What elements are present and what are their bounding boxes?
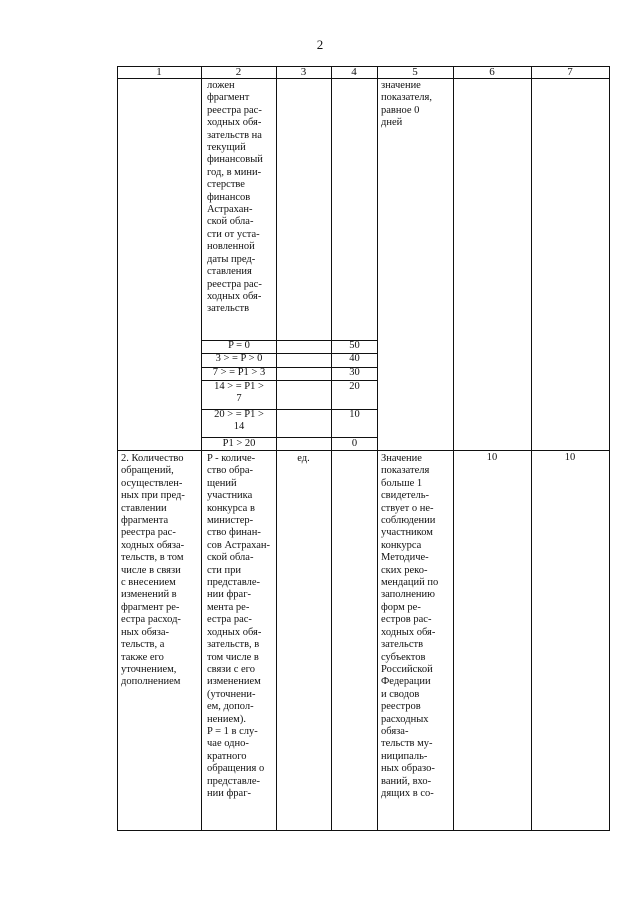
- row2-col6-value: 10: [486, 452, 498, 463]
- row2-col7-value: 10: [564, 452, 576, 463]
- score-row: 3 > = P > 0 40: [215, 353, 360, 364]
- header-col-3: 3: [300, 66, 307, 78]
- score-row: 20 > = P1 > 14 10: [214, 409, 360, 433]
- header-col-4: 4: [351, 66, 357, 78]
- row2-indicator-name: 2. Количество обращений, осуществлен- ных при пред- ставлении фрагмента реестра рас- ходных обяза- тельств, в том числе в связи с внесением изменений в фрагмент ре- естра расход- ных обяза- тельств, а также его уточнением, дополнением: [121, 453, 185, 688]
- score-row: P = 0 50: [228, 340, 360, 351]
- header-col-7: 7: [567, 66, 573, 78]
- row2-threshold-note: Значение показателя больше 1 свидетель- ствует о не- соблюдении участником конкурса Методиче- ских реко- мендаций по заполнению форм ре- естров рас- ходных обя- зательств субъектов Российской Федерации и сводов реестров расходных обяза- тельств му- ниципаль- ных образо- ваний, вхо- дящих в со-: [381, 453, 439, 799]
- header-col-6: 6: [489, 66, 495, 78]
- row2-unit: ед.: [297, 453, 310, 464]
- header-col-5: 5: [412, 66, 418, 78]
- score-row: 7 > = P1 > 3 30: [212, 367, 360, 378]
- header-col-2: 2: [235, 66, 242, 78]
- header-col-1: 1: [156, 66, 162, 78]
- row1-threshold-note: значение показателя, равное 0 дней: [381, 80, 432, 129]
- score-row: P1 > 20 0: [222, 438, 358, 449]
- page-number: 2: [316, 37, 324, 52]
- row2-indicator-description: P - количе- ство обра- щений участника конкурса в министер- ство финан- сов Астрахан- ской обла- сти при представле- нии фраг- мента ре- естра рас- ходных обя- зательств, в том числе в связи с его изменением (уточнени- ем, допол- нением). P = 1 в слу- чае одно- кратного обращения о представле- нии фраг-: [207, 453, 270, 799]
- score-row: 14 > = P1 > 7 20: [214, 381, 360, 405]
- row1-indicator-description: ложен фрагмент реестра рас- ходных обя- зательств на текущий финансовый год, в мини- стерстве финансов Астрахан- ской обла- сти от уста- новленной даты пред- ставления реестра рас- ходных обя- зательств: [207, 80, 263, 315]
